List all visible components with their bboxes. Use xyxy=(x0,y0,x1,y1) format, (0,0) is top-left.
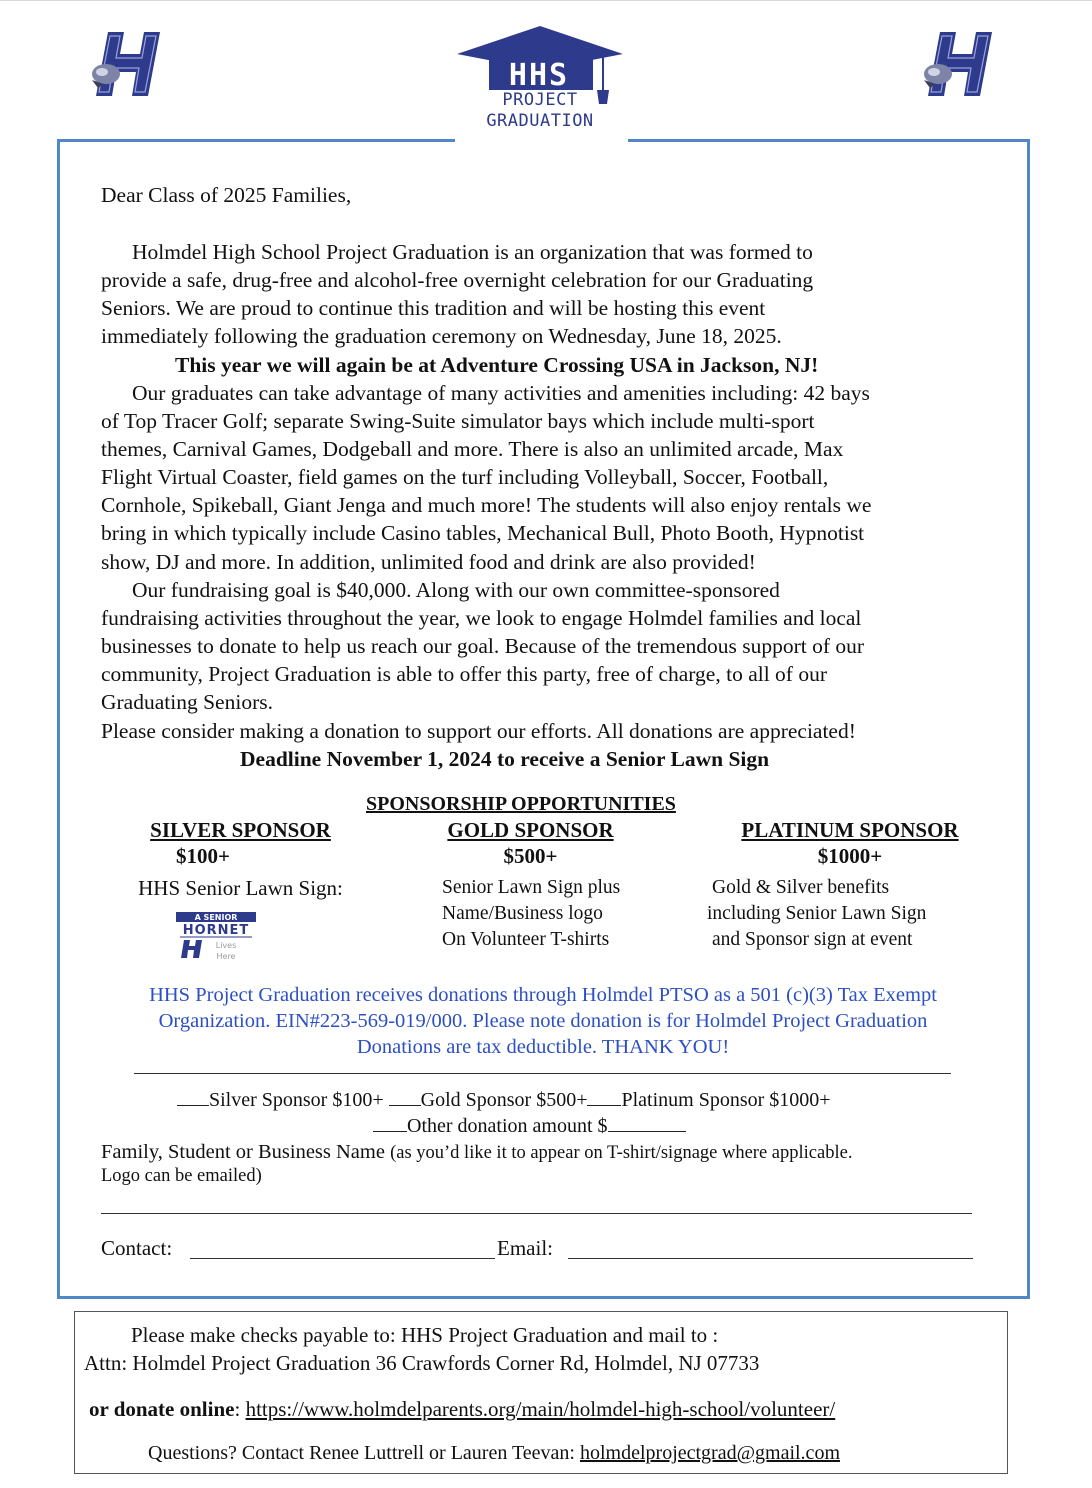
cap-line-project: PROJECT xyxy=(502,90,578,110)
other-amount-field[interactable] xyxy=(608,1113,686,1132)
tier-benefit: HHS Senior Lawn Sign: xyxy=(138,876,343,900)
tax-note-line: Donations are tax deductible. THANK YOU! xyxy=(356,1036,730,1058)
questions-text: Questions? Contact Renee Luttrell or Lauren Teevan: xyxy=(148,1442,580,1464)
platinum-sponsor-column xyxy=(700,817,1000,953)
name-label: Family, Student or Business Name xyxy=(101,1141,385,1163)
gold-checkbox-blank[interactable] xyxy=(389,1087,421,1106)
paragraph-activities xyxy=(101,379,986,576)
paragraph-line: themes, Carnival Games, Dodgeball and more. There is also an unlimited arcade, Max xyxy=(101,437,844,462)
sponsorship-heading: SPONSORSHIP OPPORTUNITIES xyxy=(366,793,676,815)
top-divider xyxy=(0,0,1092,1)
contact-email-link[interactable]: holmdelprojectgrad@gmail.com xyxy=(579,1442,840,1464)
senior-lawn-sign-image xyxy=(176,912,256,962)
paragraph-line: show, DJ and more. In addition, unlimited food and drink are also provided! xyxy=(101,549,756,574)
paragraph-line: of Top Tracer Golf; separate Swing-Suite simulator bays which include multi-sport xyxy=(101,409,815,434)
tier-benefit: Gold & Silver benefits xyxy=(712,877,890,898)
paragraph-line: community, Project Graduation is able to offer this party, free of charge, to all of our xyxy=(101,662,828,687)
checks-payable-line: Please make checks payable to: HHS Project Graduation and mail to : xyxy=(131,1323,719,1347)
platinum-checkbox-blank[interactable] xyxy=(587,1087,621,1106)
tier-benefit: On Volunteer T-shirts xyxy=(442,929,610,950)
tier-name: GOLD SPONSOR xyxy=(447,818,614,842)
tier-benefit: including Senior Lawn Sign xyxy=(707,903,927,924)
donate-online-link[interactable]: https://www.holmdelparents.org/main/holmdel-high-school/volunteer/ xyxy=(245,1397,836,1421)
cap-line-graduation: GRADUATION xyxy=(486,111,594,131)
other-amount-line xyxy=(373,1112,686,1140)
paragraph-line: Graduating Seniors. xyxy=(101,690,273,715)
silver-option-label: Silver Sponsor $100+ xyxy=(209,1089,384,1111)
donate-online-sep: : xyxy=(234,1397,241,1421)
paragraph-fundraising xyxy=(101,576,986,716)
mailing-address-line: Attn: Holmdel Project Graduation 36 Crawfords Corner Rd, Holmdel, NJ 07733 xyxy=(84,1351,760,1375)
contact-label: Contact: xyxy=(101,1236,173,1260)
paragraph-line: Cornhole, Spikeball, Giant Jenga and much more! The students will also enjoy rentals we xyxy=(101,493,872,518)
other-checkbox-blank[interactable] xyxy=(373,1113,407,1132)
paragraph-line: Seniors. We are proud to continue this tradition and will be hosting this event xyxy=(101,296,766,321)
hornet-h-logo-icon xyxy=(88,28,168,100)
paragraph-line: immediately following the graduation ceremony on Wednesday, June 18, 2025. xyxy=(101,324,782,349)
tier-amount: $100+ xyxy=(176,844,230,868)
tax-exempt-note xyxy=(80,982,1006,1060)
silver-sponsor-column xyxy=(118,817,363,901)
email-label: Email: xyxy=(497,1236,553,1260)
sign-line-4: Here xyxy=(216,952,236,961)
venue-announcement: This year we will again be at Adventure Crossing USA in Jackson, NJ! xyxy=(175,353,819,377)
tax-note-line: HHS Project Graduation receives donations through Holmdel PTSO as a 501 (c)(3) Tax Exempt xyxy=(149,984,937,1006)
hornet-h-logo-icon xyxy=(920,28,1000,100)
sign-line-2: HORNET xyxy=(182,923,250,938)
donate-online-line xyxy=(89,1395,835,1423)
cap-letters: HHS xyxy=(508,58,570,93)
paragraph-line: Holmdel High School Project Graduation is an organization that was formed to xyxy=(132,240,813,264)
name-hint: (as you’d like it to appear on T-shirt/signage where applicable. xyxy=(390,1143,853,1163)
deadline-notice: Deadline November 1, 2024 to receive a Senior Lawn Sign xyxy=(240,747,770,771)
gold-sponsor-column xyxy=(418,817,643,953)
paragraph-intro xyxy=(101,238,986,350)
tier-name: SILVER SPONSOR xyxy=(150,818,331,842)
questions-line xyxy=(148,1439,840,1467)
contact-field[interactable] xyxy=(190,1258,495,1259)
tax-note-line: Organization. EIN#223-569-019/000. Please note donation is for Holmdel Project Graduation xyxy=(158,1010,928,1032)
paragraph-line: businesses to donate to help us reach our goal. Because of the tremendous support of our xyxy=(101,634,865,659)
sign-line-1: A SENIOR xyxy=(194,913,238,922)
donate-online-label: or donate online xyxy=(89,1397,235,1421)
sponsor-options-line xyxy=(177,1086,831,1114)
donation-appeal: Please consider making a donation to support our efforts. All donations are appreciated! xyxy=(101,719,856,743)
name-hint-continued: Logo can be emailed) xyxy=(101,1166,262,1186)
tier-benefit: Name/Business logo xyxy=(442,903,603,924)
tier-benefit: Senior Lawn Sign plus xyxy=(442,877,621,898)
tier-amount: $1000+ xyxy=(817,844,883,868)
other-option-label: Other donation amount $ xyxy=(407,1115,608,1137)
email-field[interactable] xyxy=(568,1258,973,1259)
paragraph-line: bring in which typically include Casino tables, Mechanical Bull, Photo Booth, Hypnotist xyxy=(101,521,865,546)
paragraph-line: Flight Virtual Coaster, field games on the turf including Volleyball, Soccer, Football, xyxy=(101,465,829,490)
sign-line-3: Lives xyxy=(215,941,237,950)
paragraph-line: fundraising activities throughout the year, we look to engage Holmdel families and local xyxy=(101,606,862,631)
tier-amount: $500+ xyxy=(503,844,558,868)
silver-checkbox-blank[interactable] xyxy=(177,1087,209,1106)
gold-option-label: Gold Sponsor $500+ xyxy=(420,1089,588,1111)
paragraph-line: Our graduates can take advantage of many activities and amenities including: 42 bays xyxy=(132,381,870,405)
greeting: Dear Class of 2025 Families, xyxy=(101,183,352,207)
paragraph-line: Our fundraising goal is $40,000. Along with our own committee-sponsored xyxy=(132,578,780,602)
tier-benefit: and Sponsor sign at event xyxy=(712,929,913,950)
platinum-option-label: Platinum Sponsor $1000+ xyxy=(621,1089,831,1111)
tier-name: PLATINUM SPONSOR xyxy=(741,818,959,842)
name-field[interactable] xyxy=(101,1213,972,1214)
form-divider xyxy=(134,1073,951,1074)
paragraph-line: provide a safe, drug-free and alcohol-free overnight celebration for our Graduating xyxy=(101,268,814,293)
